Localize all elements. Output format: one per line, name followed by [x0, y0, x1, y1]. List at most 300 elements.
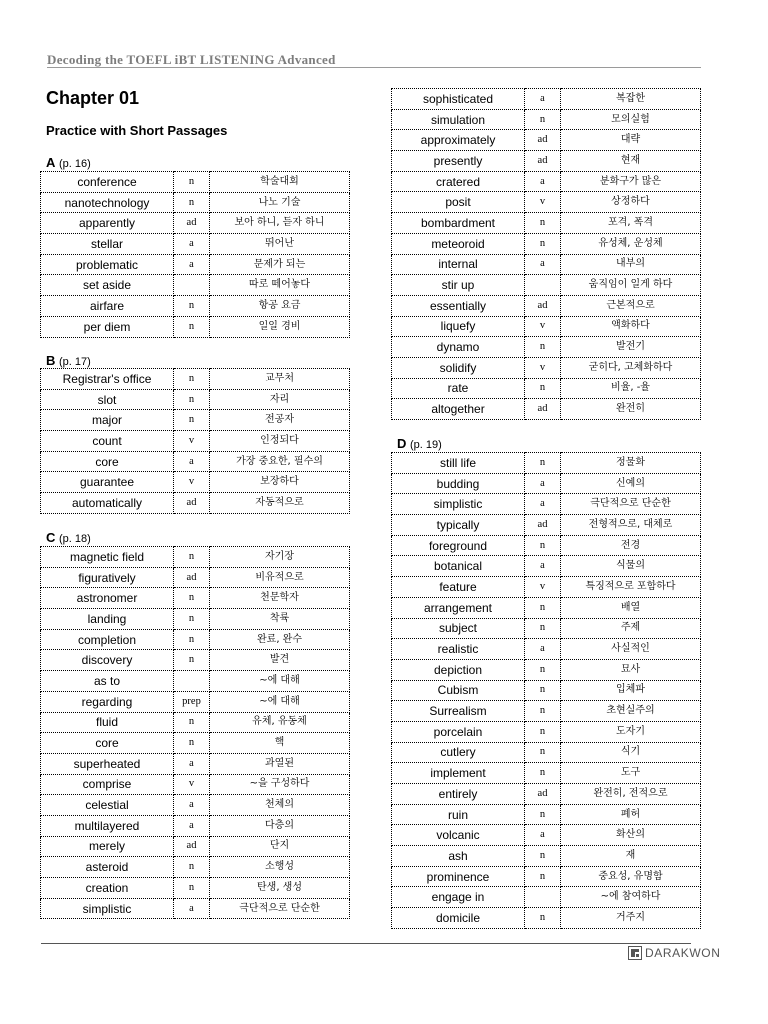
- vocab-row: [392, 130, 701, 151]
- vocab-word: set aside: [41, 275, 174, 296]
- vocab-row: [392, 597, 701, 618]
- vocab-row: [41, 316, 350, 337]
- korean-meaning: 천문학자: [210, 588, 350, 609]
- korean-meaning: 현재: [561, 151, 701, 172]
- korean-meaning: 식기: [561, 742, 701, 763]
- part-of-speech: ad: [525, 295, 561, 316]
- part-of-speech: ad: [174, 567, 210, 588]
- part-of-speech: n: [174, 389, 210, 410]
- vocab-row: [392, 535, 701, 556]
- korean-meaning: 발견: [210, 650, 350, 671]
- vocab-row: [392, 701, 701, 722]
- vocab-row: [392, 825, 701, 846]
- vocab-row: [392, 680, 701, 701]
- vocab-row: [392, 763, 701, 784]
- korean-meaning: 핵: [210, 733, 350, 754]
- korean-meaning: 자기장: [210, 547, 350, 568]
- section-letter: B: [46, 353, 56, 368]
- vocab-word: as to: [41, 671, 174, 692]
- vocab-row: [41, 275, 350, 296]
- header-rule: [47, 67, 701, 68]
- vocab-row: [392, 151, 701, 172]
- part-of-speech: ad: [174, 493, 210, 514]
- korean-meaning: 복잡한: [561, 89, 701, 110]
- vocab-word: completion: [41, 629, 174, 650]
- vocab-row: [392, 721, 701, 742]
- vocab-word: entirely: [392, 784, 525, 805]
- vocab-word: presently: [392, 151, 525, 172]
- part-of-speech: n: [525, 109, 561, 130]
- korean-meaning: 초현실주의: [561, 701, 701, 722]
- section-page-ref: (p. 16): [59, 158, 91, 170]
- vocab-word: regarding: [41, 691, 174, 712]
- korean-meaning: 학술대회: [210, 172, 350, 193]
- korean-meaning: 완료, 완수: [210, 629, 350, 650]
- korean-meaning: 과열된: [210, 753, 350, 774]
- vocab-word: domicile: [392, 908, 525, 929]
- korean-meaning: 비유적으로: [210, 567, 350, 588]
- korean-meaning: 자리: [210, 389, 350, 410]
- vocab-word: budding: [392, 473, 525, 494]
- part-of-speech: a: [525, 254, 561, 275]
- vocab-table-c-continued: [391, 88, 701, 420]
- vocab-word: subject: [392, 618, 525, 639]
- vocab-row: [41, 629, 350, 650]
- part-of-speech: [174, 275, 210, 296]
- vocab-table-b: [40, 368, 350, 514]
- vocab-table-c: [40, 546, 350, 919]
- vocab-word: realistic: [392, 639, 525, 660]
- vocab-row: [392, 742, 701, 763]
- part-of-speech: n: [525, 701, 561, 722]
- part-of-speech: v: [525, 192, 561, 213]
- korean-meaning: 주제: [561, 618, 701, 639]
- part-of-speech: a: [525, 171, 561, 192]
- vocab-word: foreground: [392, 535, 525, 556]
- part-of-speech: n: [525, 763, 561, 784]
- korean-meaning: 도구: [561, 763, 701, 784]
- part-of-speech: a: [174, 753, 210, 774]
- part-of-speech: n: [174, 547, 210, 568]
- vocab-word: prominence: [392, 866, 525, 887]
- vocab-row: [41, 753, 350, 774]
- korean-meaning: 내부의: [561, 254, 701, 275]
- korean-meaning: 완전히: [561, 399, 701, 420]
- korean-meaning: 가장 중요한, 필수의: [210, 451, 350, 472]
- korean-meaning: 대략: [561, 130, 701, 151]
- vocab-word: engage in: [392, 887, 525, 908]
- vocab-word: simulation: [392, 109, 525, 130]
- vocab-row: [392, 171, 701, 192]
- footer-rule: [41, 943, 691, 944]
- vocab-row: [392, 618, 701, 639]
- section-d-heading: [397, 436, 442, 451]
- vocab-row: [392, 866, 701, 887]
- vocab-row: [392, 804, 701, 825]
- vocab-word: landing: [41, 609, 174, 630]
- part-of-speech: n: [174, 629, 210, 650]
- part-of-speech: n: [174, 733, 210, 754]
- section-letter: D: [397, 436, 407, 451]
- vocab-word: simplistic: [41, 898, 174, 919]
- part-of-speech: prep: [174, 691, 210, 712]
- logo-text: DARAKWON: [645, 946, 721, 960]
- vocab-row: [392, 515, 701, 536]
- vocab-word: cratered: [392, 171, 525, 192]
- vocab-row: [41, 712, 350, 733]
- vocab-row: [41, 588, 350, 609]
- part-of-speech: n: [174, 316, 210, 337]
- korean-meaning: 중요성, 유명함: [561, 866, 701, 887]
- part-of-speech: n: [525, 680, 561, 701]
- part-of-speech: n: [525, 597, 561, 618]
- part-of-speech: a: [525, 556, 561, 577]
- vocab-row: [41, 254, 350, 275]
- part-of-speech: v: [174, 472, 210, 493]
- part-of-speech: a: [525, 639, 561, 660]
- chapter-title: Chapter 01: [46, 88, 140, 108]
- vocab-word: comprise: [41, 774, 174, 795]
- vocab-word: dynamo: [392, 337, 525, 358]
- vocab-table-d: [391, 452, 701, 929]
- part-of-speech: a: [174, 234, 210, 255]
- vocab-row: [392, 453, 701, 474]
- vocab-row: [392, 295, 701, 316]
- vocab-row: [41, 691, 350, 712]
- korean-meaning: 분화구가 많은: [561, 171, 701, 192]
- vocab-word: depiction: [392, 659, 525, 680]
- part-of-speech: v: [525, 316, 561, 337]
- vocab-word: botanical: [392, 556, 525, 577]
- vocab-word: magnetic field: [41, 547, 174, 568]
- section-page-ref: (p. 19): [410, 439, 442, 451]
- part-of-speech: n: [525, 337, 561, 358]
- part-of-speech: a: [525, 494, 561, 515]
- vocab-word: stir up: [392, 275, 525, 296]
- vocab-row: [41, 650, 350, 671]
- vocab-row: [41, 410, 350, 431]
- vocab-table-a: [40, 171, 350, 338]
- vocab-word: altogether: [392, 399, 525, 420]
- vocab-word: fluid: [41, 712, 174, 733]
- korean-meaning: 보아 하니, 듣자 하니: [210, 213, 350, 234]
- vocab-row: [392, 357, 701, 378]
- vocab-row: [41, 451, 350, 472]
- korean-meaning: ~에 대해: [210, 671, 350, 692]
- korean-meaning: 문제가 되는: [210, 254, 350, 275]
- korean-meaning: 완전히, 전적으로: [561, 784, 701, 805]
- part-of-speech: n: [174, 192, 210, 213]
- part-of-speech: n: [525, 378, 561, 399]
- vocab-word: asteroid: [41, 857, 174, 878]
- korean-meaning: 배열: [561, 597, 701, 618]
- vocab-row: [392, 254, 701, 275]
- vocab-row: [392, 659, 701, 680]
- part-of-speech: a: [174, 254, 210, 275]
- section-a-heading: [46, 155, 91, 170]
- vocab-row: [41, 774, 350, 795]
- part-of-speech: v: [525, 357, 561, 378]
- vocab-word: conference: [41, 172, 174, 193]
- korean-meaning: 도자기: [561, 721, 701, 742]
- vocab-word: core: [41, 733, 174, 754]
- part-of-speech: a: [525, 473, 561, 494]
- part-of-speech: a: [174, 451, 210, 472]
- vocab-word: multilayered: [41, 815, 174, 836]
- vocab-row: [41, 609, 350, 630]
- vocab-word: figuratively: [41, 567, 174, 588]
- vocab-word: arrangement: [392, 597, 525, 618]
- section-b-heading: [46, 353, 91, 368]
- vocab-row: [41, 431, 350, 452]
- korean-meaning: ~에 참여하다: [561, 887, 701, 908]
- vocab-word: nanotechnology: [41, 192, 174, 213]
- vocab-row: [392, 494, 701, 515]
- vocab-row: [392, 577, 701, 598]
- part-of-speech: n: [174, 172, 210, 193]
- part-of-speech: n: [525, 846, 561, 867]
- part-of-speech: n: [174, 650, 210, 671]
- vocab-word: stellar: [41, 234, 174, 255]
- korean-meaning: 다층의: [210, 815, 350, 836]
- korean-meaning: 사실적인: [561, 639, 701, 660]
- section-page-ref: (p. 17): [59, 356, 91, 368]
- part-of-speech: ad: [525, 515, 561, 536]
- part-of-speech: n: [174, 588, 210, 609]
- part-of-speech: n: [174, 369, 210, 390]
- vocab-row: [392, 233, 701, 254]
- vocab-word: implement: [392, 763, 525, 784]
- part-of-speech: n: [525, 618, 561, 639]
- vocab-word: slot: [41, 389, 174, 410]
- vocab-row: [392, 109, 701, 130]
- vocab-word: approximately: [392, 130, 525, 151]
- vocab-row: [41, 296, 350, 317]
- part-of-speech: [174, 671, 210, 692]
- vocab-row: [41, 472, 350, 493]
- part-of-speech: ad: [174, 836, 210, 857]
- vocab-word: simplistic: [392, 494, 525, 515]
- part-of-speech: ad: [525, 130, 561, 151]
- part-of-speech: ad: [525, 399, 561, 420]
- vocab-word: still life: [392, 453, 525, 474]
- korean-meaning: 액화하다: [561, 316, 701, 337]
- korean-meaning: 일일 경비: [210, 316, 350, 337]
- part-of-speech: [525, 275, 561, 296]
- vocab-word: ash: [392, 846, 525, 867]
- korean-meaning: 전경: [561, 535, 701, 556]
- korean-meaning: 교무처: [210, 369, 350, 390]
- korean-meaning: 비율, -율: [561, 378, 701, 399]
- vocab-word: problematic: [41, 254, 174, 275]
- section-c-heading: [46, 530, 91, 545]
- part-of-speech: n: [174, 857, 210, 878]
- vocab-row: [392, 846, 701, 867]
- korean-meaning: 따로 떼어놓다: [210, 275, 350, 296]
- vocab-word: Cubism: [392, 680, 525, 701]
- vocab-row: [41, 567, 350, 588]
- korean-meaning: 유성체, 운성체: [561, 233, 701, 254]
- korean-meaning: 상정하다: [561, 192, 701, 213]
- korean-meaning: 단지: [210, 836, 350, 857]
- korean-meaning: 거주지: [561, 908, 701, 929]
- korean-meaning: 움직임이 일게 하다: [561, 275, 701, 296]
- vocab-row: [392, 213, 701, 234]
- vocab-word: volcanic: [392, 825, 525, 846]
- vocab-row: [41, 671, 350, 692]
- korean-meaning: ~에 대해: [210, 691, 350, 712]
- part-of-speech: n: [525, 866, 561, 887]
- part-of-speech: a: [174, 795, 210, 816]
- korean-meaning: 입체파: [561, 680, 701, 701]
- vocab-row: [41, 547, 350, 568]
- part-of-speech: n: [174, 712, 210, 733]
- publisher-logo: [628, 946, 720, 960]
- vocab-row: [392, 784, 701, 805]
- vocab-word: essentially: [392, 295, 525, 316]
- vocab-word: automatically: [41, 493, 174, 514]
- korean-meaning: 보장하다: [210, 472, 350, 493]
- vocab-word: liquefy: [392, 316, 525, 337]
- part-of-speech: a: [174, 898, 210, 919]
- part-of-speech: n: [525, 453, 561, 474]
- vocab-word: merely: [41, 836, 174, 857]
- korean-meaning: 자동적으로: [210, 493, 350, 514]
- korean-meaning: 전형적으로, 대체로: [561, 515, 701, 536]
- vocab-word: per diem: [41, 316, 174, 337]
- korean-meaning: 신예의: [561, 473, 701, 494]
- part-of-speech: v: [174, 431, 210, 452]
- vocab-row: [41, 815, 350, 836]
- vocab-word: solidify: [392, 357, 525, 378]
- vocab-word: creation: [41, 878, 174, 899]
- running-header: Decoding the TOEFL iBT LISTENING Advanced: [47, 52, 336, 67]
- vocab-word: guarantee: [41, 472, 174, 493]
- vocab-word: Surrealism: [392, 701, 525, 722]
- part-of-speech: ad: [525, 151, 561, 172]
- vocab-row: [41, 878, 350, 899]
- korean-meaning: 나노 기술: [210, 192, 350, 213]
- part-of-speech: n: [525, 804, 561, 825]
- part-of-speech: n: [174, 410, 210, 431]
- part-of-speech: n: [525, 233, 561, 254]
- vocab-row: [392, 556, 701, 577]
- vocab-word: bombardment: [392, 213, 525, 234]
- vocab-row: [392, 316, 701, 337]
- vocab-word: airfare: [41, 296, 174, 317]
- part-of-speech: ad: [174, 213, 210, 234]
- vocab-row: [392, 473, 701, 494]
- vocab-row: [392, 908, 701, 929]
- vocab-word: Registrar's office: [41, 369, 174, 390]
- part-of-speech: n: [174, 609, 210, 630]
- vocab-word: core: [41, 451, 174, 472]
- vocab-row: [392, 399, 701, 420]
- vocab-word: internal: [392, 254, 525, 275]
- vocab-row: [41, 836, 350, 857]
- korean-meaning: 전공자: [210, 410, 350, 431]
- part-of-speech: a: [174, 815, 210, 836]
- vocab-word: sophisticated: [392, 89, 525, 110]
- part-of-speech: n: [525, 908, 561, 929]
- vocab-row: [41, 795, 350, 816]
- vocab-row: [41, 172, 350, 193]
- part-of-speech: [525, 887, 561, 908]
- vocab-row: [41, 192, 350, 213]
- vocab-row: [41, 369, 350, 390]
- korean-meaning: 탄생, 생성: [210, 878, 350, 899]
- section-letter: C: [46, 530, 56, 545]
- part-of-speech: v: [525, 577, 561, 598]
- vocab-word: count: [41, 431, 174, 452]
- vocab-row: [392, 639, 701, 660]
- vocab-word: cutlery: [392, 742, 525, 763]
- korean-meaning: 천체의: [210, 795, 350, 816]
- korean-meaning: 폐허: [561, 804, 701, 825]
- vocab-word: major: [41, 410, 174, 431]
- korean-meaning: 항공 요금: [210, 296, 350, 317]
- korean-meaning: 특징적으로 포함하다: [561, 577, 701, 598]
- korean-meaning: 묘사: [561, 659, 701, 680]
- vocab-row: [392, 378, 701, 399]
- korean-meaning: 착륙: [210, 609, 350, 630]
- vocab-row: [41, 234, 350, 255]
- vocab-word: rate: [392, 378, 525, 399]
- vocab-row: [41, 898, 350, 919]
- part-of-speech: n: [525, 213, 561, 234]
- korean-meaning: 근본적으로: [561, 295, 701, 316]
- vocab-row: [41, 213, 350, 234]
- part-of-speech: a: [525, 89, 561, 110]
- vocab-row: [392, 192, 701, 213]
- vocab-word: typically: [392, 515, 525, 536]
- part-of-speech: v: [174, 774, 210, 795]
- vocab-word: apparently: [41, 213, 174, 234]
- vocab-word: discovery: [41, 650, 174, 671]
- korean-meaning: 화산의: [561, 825, 701, 846]
- vocab-word: celestial: [41, 795, 174, 816]
- vocab-word: feature: [392, 577, 525, 598]
- korean-meaning: 발전기: [561, 337, 701, 358]
- section-letter: A: [46, 155, 56, 170]
- part-of-speech: n: [525, 721, 561, 742]
- part-of-speech: a: [525, 825, 561, 846]
- part-of-speech: n: [525, 535, 561, 556]
- korean-meaning: 모의실험: [561, 109, 701, 130]
- vocab-row: [392, 275, 701, 296]
- korean-meaning: 정물화: [561, 453, 701, 474]
- part-of-speech: n: [174, 878, 210, 899]
- vocab-word: astronomer: [41, 588, 174, 609]
- vocab-row: [392, 337, 701, 358]
- korean-meaning: 굳히다, 고체화하다: [561, 357, 701, 378]
- section-page-ref: (p. 18): [59, 533, 91, 545]
- korean-meaning: 소행성: [210, 857, 350, 878]
- part-of-speech: n: [174, 296, 210, 317]
- part-of-speech: n: [525, 742, 561, 763]
- part-of-speech: ad: [525, 784, 561, 805]
- vocab-word: superheated: [41, 753, 174, 774]
- korean-meaning: 극단적으로 단순한: [210, 898, 350, 919]
- korean-meaning: 포격, 폭격: [561, 213, 701, 234]
- vocab-row: [41, 733, 350, 754]
- section-subtitle: Practice with Short Passages: [46, 123, 228, 138]
- vocab-word: porcelain: [392, 721, 525, 742]
- vocab-word: ruin: [392, 804, 525, 825]
- vocab-row: [41, 857, 350, 878]
- vocab-word: posit: [392, 192, 525, 213]
- korean-meaning: 극단적으로 단순한: [561, 494, 701, 515]
